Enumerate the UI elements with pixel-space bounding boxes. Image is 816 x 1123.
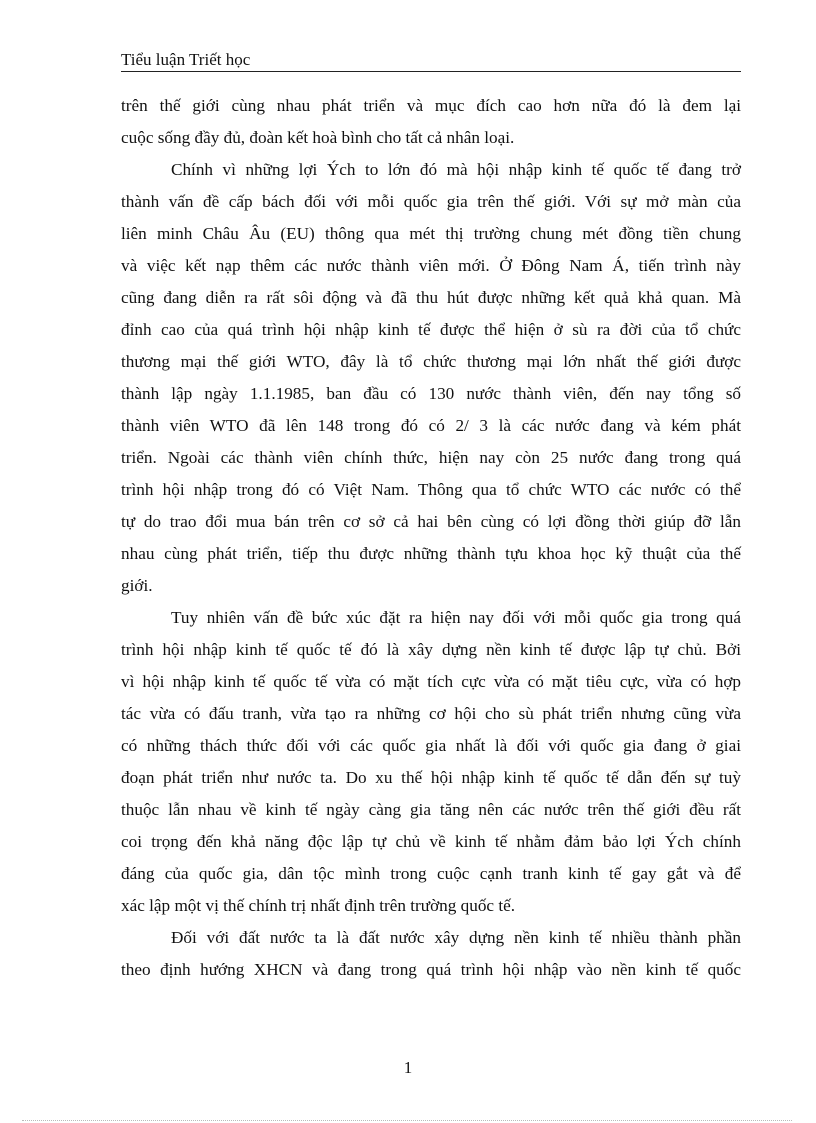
text-line: nhau cùng phát triển, tiếp thu được những thành tựu khoa học kỹ thuật của thế [121, 544, 741, 563]
document-body [121, 90, 741, 986]
text-line: Chính vì những lợi Ých to lớn đó mà hội nhập kinh tế quốc tế đang trở [171, 160, 741, 179]
text-line: thành lập ngày 1.1.1985, ban đầu có 130 nước thành viên, đến nay tổng số [121, 384, 741, 403]
text-line: liên minh Châu Âu (EU) thông qua mét thị trường chung mét đồng tiền chung [121, 224, 741, 243]
text-line: tác vừa có đấu tranh, vừa tạo ra những cơ hội cho sù phát triển nhưng cũng vừa [121, 704, 741, 723]
text-line: cũng đang diễn ra rất sôi động và đã thu hút được những kết quả khả quan. Mà [121, 288, 741, 307]
page-number: 1 [403, 1058, 413, 1077]
text-line: xác lập một vị thế chính trị nhất định trên trường quốc tế. [121, 896, 516, 915]
text-line: Đối với đất nước ta là đất nước xây dựng nền kinh tế nhiều thành phần [171, 928, 741, 947]
text-line: thuộc lẫn nhau về kinh tế ngày càng gia tăng nên các nước trên thế giới đều rất [121, 800, 741, 819]
paragraph-2 [121, 154, 741, 602]
header-rule [121, 71, 741, 72]
text-line: thành vấn đề cấp bách đối với mỗi quốc gia trên thế giới. Với sự mở màn của [121, 192, 741, 211]
text-line: tự do trao đổi mua bán trên cơ sở cả hai bên cùng có lợi đồng thời giúp đỡ lẫn [121, 512, 741, 531]
text-line: triển. Ngoài các thành viên chính thức, hiện nay còn 25 nước đang trong quá [121, 448, 741, 467]
text-line: trình hội nhập trong đó có Việt Nam. Thông qua tổ chức WTO các nước có thể [121, 480, 741, 499]
text-line: đáng của quốc gia, dân tộc mình trong cuộc cạnh tranh kinh tế gay gắt và để [121, 864, 741, 883]
text-line: đoạn phát triển như nước ta. Do xu thế hội nhập kinh tế quốc tế dẫn đến sự tuỳ [121, 768, 741, 787]
text-line: giới. [121, 576, 153, 595]
paragraph-3 [121, 602, 741, 922]
text-line: trình hội nhập kinh tế quốc tế đó là xây dựng nền kinh tế được lập tự chủ. Bởi [121, 640, 741, 659]
text-line: và việc kết nạp thêm các nước thành viên mới. Ở Đông Nam Á, tiến trình này [121, 256, 741, 275]
text-line: Tuy nhiên vấn đề bức xúc đặt ra hiện nay đối với mỗi quốc gia trong quá [171, 608, 741, 627]
text-line: thành viên WTO đã lên 148 trong đó có 2/ 3 là các nước đang và kém phát [121, 416, 741, 435]
text-line: thương mại thế giới WTO, đây là tổ chức thương mại lớn nhất thế giới được [121, 352, 741, 371]
page-header: Tiểu luận Triết học [121, 50, 251, 69]
text-line: trên thế giới cùng nhau phát triển và mục đích cao hơn nữa đó là đem lại [121, 96, 741, 115]
page-bottom-divider [22, 1120, 792, 1121]
text-line: theo định hướng XHCN và đang trong quá trình hội nhập vào nền kinh tế quốc [121, 960, 741, 979]
text-line: vì hội nhập kinh tế quốc tế vừa có mặt tích cực vừa có mặt tiêu cực, vừa có hợp [121, 672, 741, 691]
text-line: có những thách thức đối với các quốc gia nhất là đối với quốc gia đang ở giai [121, 736, 741, 755]
text-line: đỉnh cao của quá trình hội nhập kinh tế được thể hiện ở sù ra đời của tổ chức [121, 320, 741, 339]
paragraph-4 [121, 922, 741, 986]
text-line: cuộc sống đầy đủ, đoàn kết hoà bình cho tất cả nhân loại. [121, 128, 515, 147]
text-line: coi trọng đến khả năng độc lập tự chủ về kinh tế nhằm đảm bảo lợi Ých chính [121, 832, 741, 851]
paragraph-1 [121, 90, 741, 154]
